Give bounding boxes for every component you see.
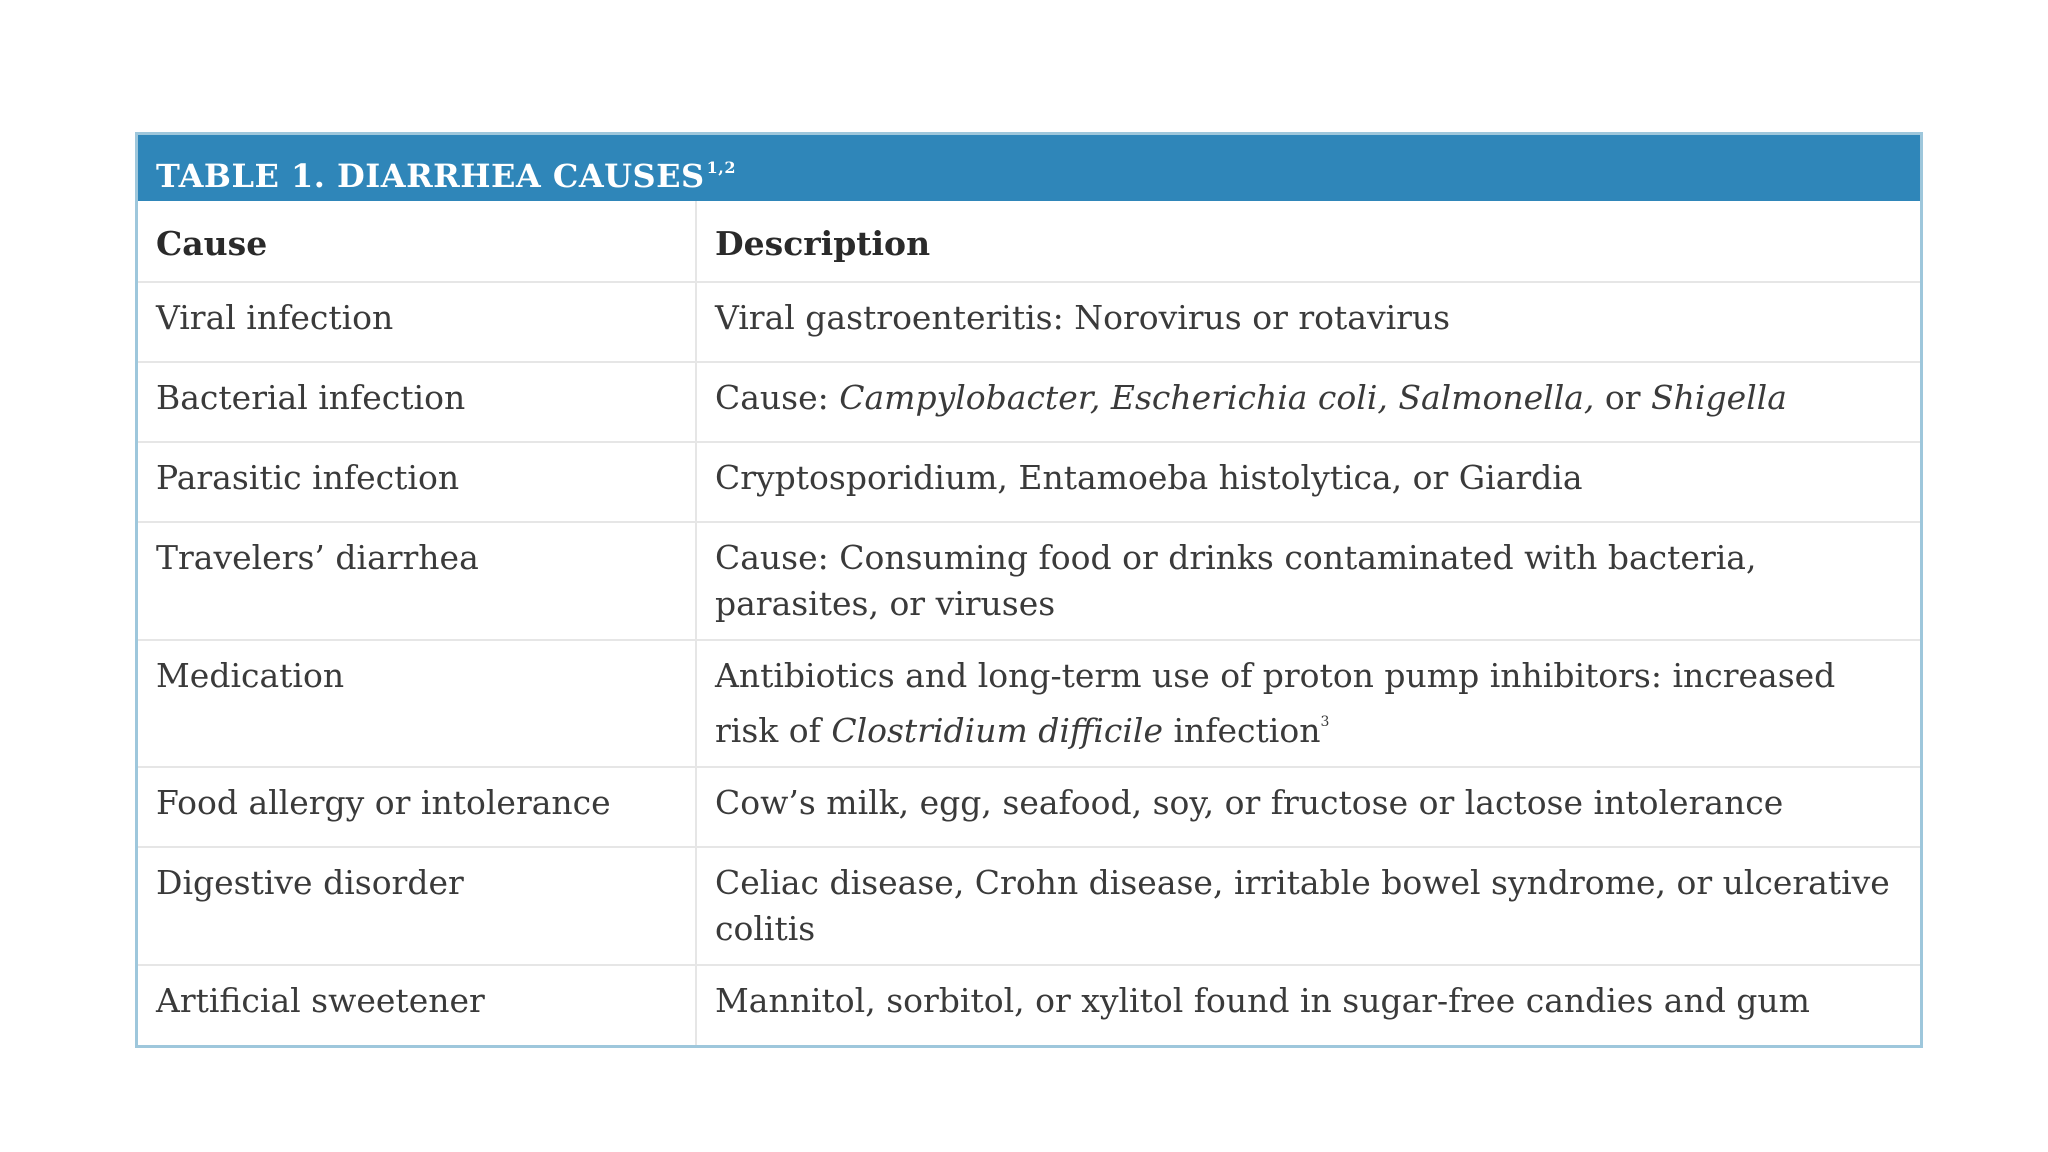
column-header-description: Description (696, 201, 1920, 282)
cause-cell: Artificial sweetener (138, 965, 696, 1045)
description-cell: Mannitol, sorbitol, or xylitol found in sugar-free candies and gum (715, 981, 1810, 1020)
table-row (138, 282, 1920, 362)
cause-cell: Viral infection (138, 282, 696, 362)
description-ref: 3 (1320, 714, 1330, 730)
description-cell (696, 640, 1920, 767)
column-header-cause: Cause (138, 201, 696, 282)
table-title-refs: 1,2 (706, 158, 736, 177)
table-title (138, 135, 1920, 201)
table-row (138, 847, 1920, 965)
cause-cell: Food allergy or intolerance (138, 767, 696, 847)
cause-cell: Medication (138, 640, 696, 767)
table-row (138, 522, 1920, 640)
description-cell: Viral gastroenteritis: Norovirus or rotavirus (696, 282, 1920, 362)
table-header-row (138, 201, 1920, 282)
description-cell: Cause: Consuming food or drinks contaminated with bacteria, parasites, or viruses (696, 522, 1920, 640)
description-italic: Clostridium difficile (831, 711, 1163, 750)
cause-cell: Travelers’ diarrhea (138, 522, 696, 640)
cause-cell: Bacterial infection (138, 362, 696, 442)
table-row (138, 442, 1920, 522)
description-cell (696, 362, 1920, 442)
description-mid: or (1594, 378, 1652, 417)
description-cell: Celiac disease, Crohn disease, irritable bowel syndrome, or ulcerative colitis (696, 847, 1920, 965)
table-row (138, 640, 1920, 767)
description-italic: Campylobacter, Escherichia coli, Salmonella, (839, 378, 1595, 417)
description-prefix: Antibiotics and long-term use of proton pump inhibitors: increased risk of (715, 656, 1836, 750)
diarrhea-causes-table (135, 132, 1923, 1048)
description-italic-2: Shigella (1651, 378, 1787, 417)
table-row (138, 767, 1920, 847)
description-cell: Cryptosporidium, Entamoeba histolytica, or Giardia (696, 442, 1920, 522)
causes-table-body (138, 201, 1920, 1045)
description-prefix: Cause: (715, 378, 840, 417)
cause-cell: Digestive disorder (138, 847, 696, 965)
table-row (138, 362, 1920, 442)
table-row (138, 965, 1920, 1045)
description-suffix: infection (1162, 711, 1321, 750)
description-cell: Cow’s milk, egg, seafood, soy, or fructose or lactose intolerance (696, 767, 1920, 847)
cause-cell: Parasitic infection (138, 442, 696, 522)
table-title-text: TABLE 1. DIARRHEA CAUSES (156, 157, 705, 195)
